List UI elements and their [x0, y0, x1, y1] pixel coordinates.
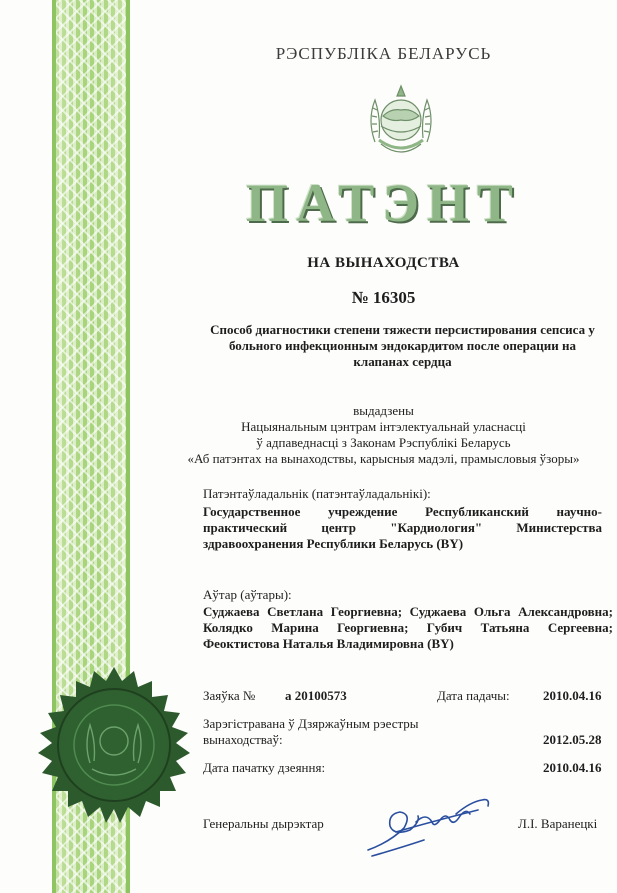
state-emblem-icon — [361, 82, 441, 162]
document-title: ПАТЭНТ — [246, 173, 521, 233]
filing-date-label: Дата падачы: — [437, 688, 510, 703]
validity-date: 2010.04.16 — [543, 760, 602, 775]
registered-date: 2012.05.28 — [543, 732, 602, 747]
owner-label: Патэнтаўладальнік (патэнтаўладальнікі): — [203, 486, 431, 501]
country-name: РЭСПУБЛІКА БЕЛАРУСЬ — [275, 44, 492, 63]
handwritten-signature — [360, 792, 500, 862]
filing-date: 2010.04.16 — [543, 688, 602, 703]
author-value: Суджаева Светлана Георгиевна; Суджаева Ольга Александровна; Колядко Марина Георгиевна; Губич Татьяна Сергеевна; Феоктистова Наталья Владимировна (BY) — [203, 604, 613, 651]
signer-name: Л.І. Варанецкі — [518, 816, 598, 831]
application-label: Заяўка № — [203, 688, 256, 703]
issued-line: Нацыянальным цэнтрам інтэлектуальнай уласнасці — [241, 419, 526, 434]
validity-label: Дата пачатку дзеяння: — [203, 760, 326, 775]
issued-line: ў адпаведнасці з Законам Рэспублікі Беларусь — [256, 435, 511, 450]
registered-label-line1: Зарэгістравана ў Дзяржаўным рэестры — [203, 716, 419, 731]
document-subtitle: НА ВЫНАХОДСТВА — [307, 255, 460, 271]
issued-line: «Аб патэнтах на вынаходствы, карысныя мадэлі, прамысловыя ўзоры» — [187, 451, 580, 466]
owner-value: Государственное учреждение Республиканский научно-практический центр "Кардиология" Министерства здравоохранения Республики Беларусь (BY) — [203, 504, 602, 551]
application-number: a 20100573 — [285, 688, 347, 703]
issued-line: выдадзены — [353, 403, 414, 418]
author-label: Аўтар (аўтары): — [203, 587, 292, 602]
invention-title: Способ диагностики степени тяжести персистирования сепсиса у больного инфекционным эндокардитом после операции на клапанах сердца — [210, 322, 595, 369]
patent-number: № 16305 — [351, 288, 416, 307]
official-seal — [28, 665, 200, 837]
registered-label-line2: вынаходстваў: — [203, 732, 283, 747]
signer-position: Генеральны дырэктар — [203, 816, 324, 831]
issued-block — [150, 403, 617, 467]
